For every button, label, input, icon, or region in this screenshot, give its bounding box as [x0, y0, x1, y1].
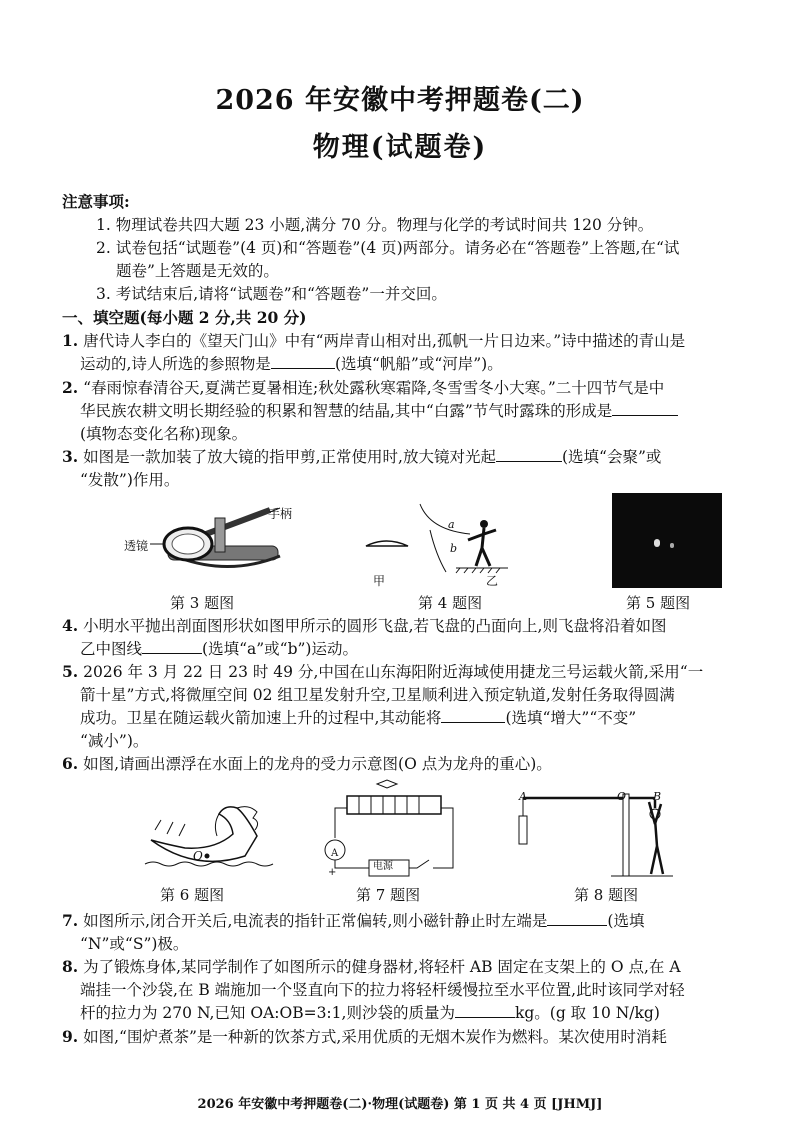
question-text: 乙中图线 [80, 640, 143, 658]
notice-heading: 注意事项: [62, 192, 130, 211]
question-number: 4. [62, 616, 79, 635]
answer-blank[interactable] [496, 447, 562, 462]
point-B-label: B [653, 790, 662, 803]
question-text: 如图所示,闭合开关后,电流表的指针正常偏转,则小磁针静止时左端是 [83, 912, 548, 930]
figure-8-lever [515, 790, 675, 880]
question-2-line2 [80, 400, 678, 422]
label-jia: 甲 [373, 574, 386, 588]
question-text: (选填“a”或“b”)运动。 [202, 640, 358, 658]
answer-blank[interactable] [455, 1003, 515, 1018]
light-spot [670, 543, 674, 548]
notice-item-2: 2. 试卷包括“试题卷”(4 页)和“答题卷”(4 页)两部分。请务必在“答题卷”上答题,在“试 [96, 239, 680, 257]
caption-figure-5: 第 5 题图 [626, 594, 691, 612]
point-O-label: O [617, 790, 627, 803]
question-number: 5. [62, 662, 79, 681]
question-text: 如图,“围炉煮茶”是一种新的饮茶方式,采用优质的无烟木炭作为燃料。某次使用时消耗 [83, 1028, 667, 1046]
question-2-line3: (填物态变化名称)现象。 [80, 425, 248, 443]
question-number: 8. [62, 957, 79, 976]
caption-figure-8: 第 8 题图 [574, 886, 639, 904]
label-handle: 手柄 [268, 507, 293, 521]
caption-figure-6: 第 6 题图 [160, 886, 225, 904]
answer-blank[interactable] [612, 401, 678, 416]
question-number: 2. [62, 378, 79, 397]
question-text: (选填“帆船”或“河岸”)。 [334, 355, 503, 373]
notice-item-1: 1. 物理试卷共四大题 23 小题,满分 70 分。物理与化学的考试时间共 120 分钟。 [96, 216, 654, 234]
question-text: 成功。卫星在随运载火箭加速上升的过程中,其动能将 [80, 709, 442, 727]
question-text: (选填 [607, 912, 645, 930]
question-text: 杆的拉力为 270 N,已知 OA:OB=3:1,则沙袋的质量为 [80, 1004, 455, 1022]
point-O-label: O [193, 849, 203, 863]
question-number: 7. [62, 911, 79, 930]
question-text: 2026 年 3 月 22 日 23 时 49 分,中国在山东海阳附近海域使用捷龙三号运载火箭,采用“一 [83, 663, 704, 681]
question-8-line2: 端挂一个沙袋,在 B 端施加一个竖直向下的拉力将轻杆缓慢拉至水平位置,此时该同学对轻 [80, 981, 685, 999]
question-text: 华民族农耕文明长期经验的积累和智慧的结晶,其中“白露”节气时露珠的形成是 [80, 402, 613, 420]
question-text: 如图是一款加装了放大镜的指甲剪,正常使用时,放大镜对光起 [83, 448, 496, 466]
caption-figure-3: 第 3 题图 [170, 594, 235, 612]
question-5-line4: “减小”)。 [80, 732, 149, 750]
caption-figure-4: 第 4 题图 [418, 594, 483, 612]
ammeter-label: A [331, 848, 339, 859]
question-8 [62, 956, 681, 978]
question-4 [62, 615, 666, 637]
question-number: 3. [62, 447, 79, 466]
figure-5-photo [612, 493, 722, 588]
question-text: (选填“增大”“不变” [505, 709, 637, 727]
question-3-line2: “发散”)作用。 [80, 471, 180, 489]
notice-item-2-cont: 题卷”上答题是无效的。 [116, 262, 279, 280]
curve-label-b: b [450, 542, 458, 555]
question-1 [62, 330, 685, 352]
plus-terminal-label: + [328, 867, 337, 878]
question-text: 运动的,诗人所选的参照物是 [80, 355, 271, 373]
curve-label-a: a [448, 518, 455, 531]
question-text: 唐代诗人李白的《望天门山》中有“两岸青山相对出,孤帆一片日边来。”诗中描述的青山是 [83, 332, 686, 350]
page-footer: 2026 年安徽中考押题卷(二)·物理(试题卷) 第 1 页 共 4 页 [JHMJ] [197, 1097, 603, 1112]
question-8-line3 [80, 1002, 660, 1024]
answer-blank[interactable] [547, 911, 607, 926]
question-4-line2 [80, 638, 358, 660]
power-source-label: 电源 [373, 861, 393, 872]
question-6 [62, 753, 552, 775]
question-9 [62, 1026, 667, 1048]
exam-subtitle: 物理(试题卷) [312, 132, 488, 163]
question-number: 6. [62, 754, 79, 773]
question-text: “春雨惊春清谷天,夏满芒夏暑相连;秋处露秋寒霜降,冬雪雪冬小大寒。”二十四节气是中 [83, 379, 665, 397]
question-7-line2: “N”或“S”)极。 [80, 935, 189, 953]
question-number: 1. [62, 331, 79, 350]
question-text: kg。(g 取 10 N/kg) [514, 1004, 660, 1022]
question-text: 为了锻炼身体,某同学制作了如图所示的健身器材,将轻杆 AB 固定在支架上的 O 点,在 A [83, 958, 681, 976]
answer-blank[interactable] [271, 354, 335, 369]
question-5-line3 [80, 707, 636, 729]
answer-blank[interactable] [441, 708, 505, 723]
question-5-line2: 箭十星”方式,将微厘空间 02 组卫星发射升空,卫星顺利进入预定轨道,发射任务取得圆满 [80, 686, 675, 704]
question-text: 小明水平抛出剖面图形状如图甲所示的圆形飞盘,若飞盘的凸面向上,则飞盘将沿着如图 [83, 617, 667, 635]
question-text: 如图,请画出漂浮在水面上的龙舟的受力示意图(O 点为龙舟的重心)。 [83, 755, 552, 773]
notice-item-3: 3. 考试结束后,请将“试题卷”和“答题卷”一并交回。 [96, 285, 447, 303]
question-1-line2 [80, 353, 503, 375]
label-lens: 透镜 [124, 539, 149, 553]
question-text: (选填“会聚”或 [561, 448, 662, 466]
answer-blank[interactable] [142, 639, 202, 654]
exam-title: 2026 年安徽中考押题卷(二) [215, 85, 585, 116]
figure-7-circuit [325, 778, 465, 883]
section-heading: 一、填空题(每小题 2 分,共 20 分) [62, 308, 307, 327]
figure-6-dragon-boat [145, 800, 285, 880]
question-number: 9. [62, 1027, 79, 1046]
question-2 [62, 377, 664, 399]
question-7 [62, 910, 644, 932]
question-5 [62, 661, 703, 683]
label-yi: 乙 [486, 574, 499, 588]
question-3 [62, 446, 661, 468]
point-A-label: A [519, 790, 527, 803]
caption-figure-7: 第 7 题图 [356, 886, 421, 904]
light-spot [654, 539, 660, 547]
